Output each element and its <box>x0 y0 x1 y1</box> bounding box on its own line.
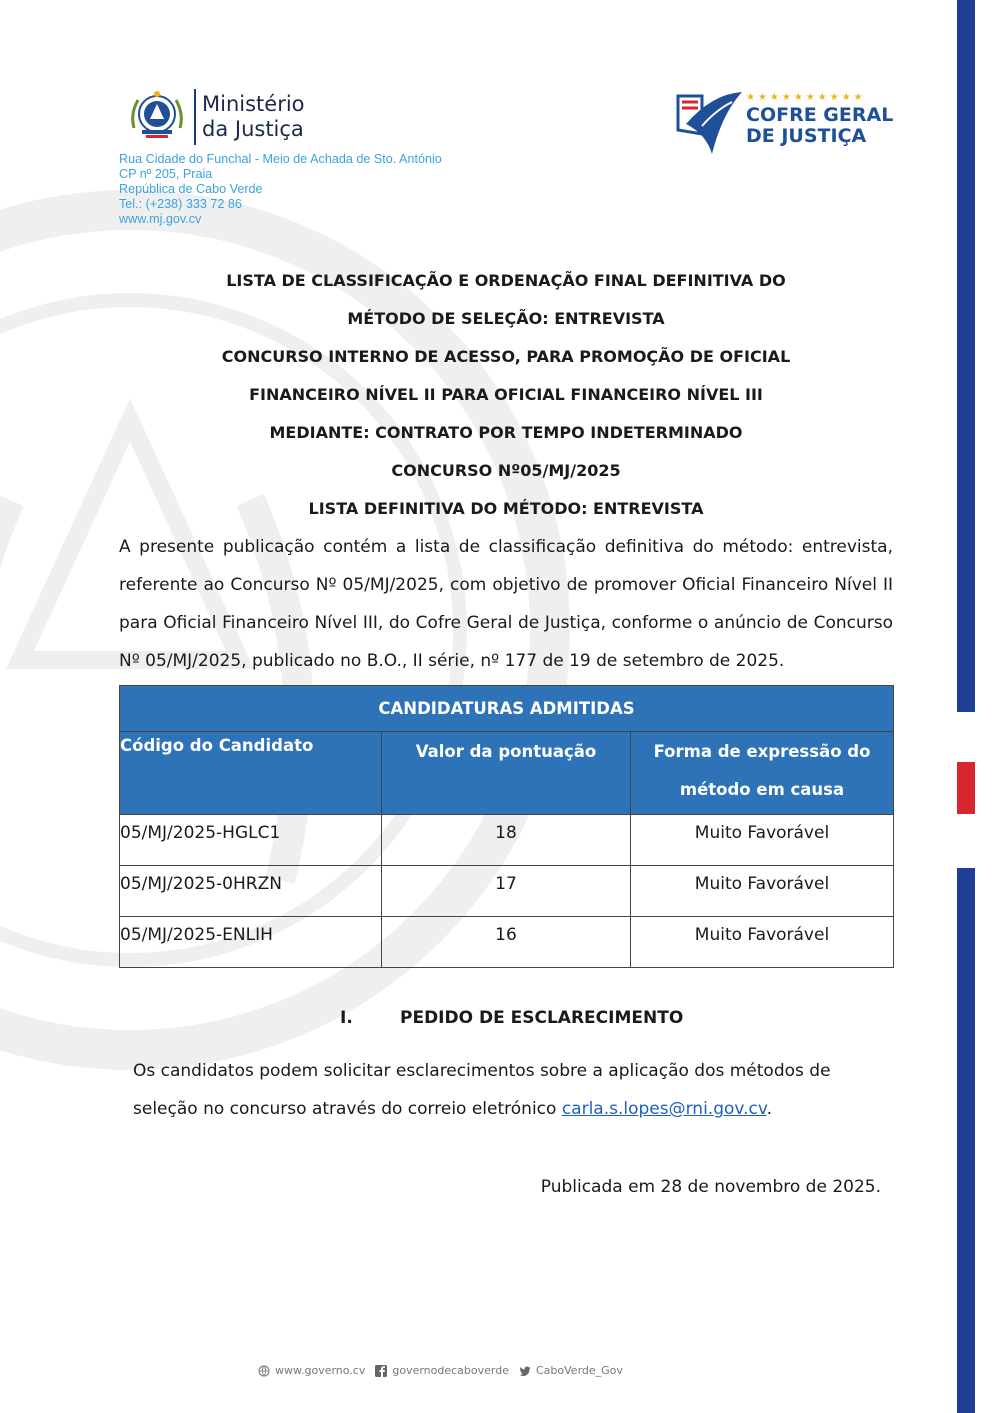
section-title: PEDIDO DE ESCLARECIMENTO <box>400 1008 684 1028</box>
title-line: LISTA DE CLASSIFICAÇÃO E ORDENAÇÃO FINAL DEFINITIVA DO <box>226 271 786 290</box>
candidate-score: 16 <box>382 917 631 968</box>
cabo-verde-seal-icon <box>126 86 188 148</box>
contact-email-link[interactable]: carla.s.lopes@rni.gov.cv <box>561 1099 767 1119</box>
candidate-score: 18 <box>382 815 631 866</box>
clarification-text: Os candidatos podem solicitar esclarecimentos sobre a aplicação dos métodos de seleção no concurso através do correio eletrónico <box>133 1061 831 1119</box>
title-line: MEDIANTE: CONTRATO POR TEMPO INDETERMINADO <box>269 423 743 442</box>
address-line: CP nº 205, Praia <box>119 167 213 181</box>
candidate-code: 05/MJ/2025-HGLC1 <box>120 815 382 866</box>
ministry-name-line2: da Justiça <box>202 117 304 141</box>
cofre-geral-stars: ★★★★★★★★★★ <box>746 92 866 103</box>
twitter-icon <box>519 1365 531 1377</box>
globe-icon <box>258 1365 270 1377</box>
candidate-expression: Muito Favorável <box>631 866 894 917</box>
candidate-expression: Muito Favorável <box>631 917 894 968</box>
table-row <box>120 917 894 968</box>
column-header-score: Valor da pontuação <box>382 732 631 815</box>
footer-website[interactable]: www.governo.cv <box>275 1364 366 1377</box>
title-line: FINANCEIRO NÍVEL II PARA OFICIAL FINANCEIRO NÍVEL III <box>249 385 763 404</box>
intro-paragraph: A presente publicação contém a lista de classificação definitiva do método: entrevista, referente ao Concurso Nº 05/MJ/2025, com objetivo de promover Oficial Financeiro Nível II para Oficial Financeiro Nível III, do Cofre Geral de Justiça, conforme o anúncio de Concurso Nº 05/MJ/2025, publicado no B.O., II série, nº 177 de 19 de setembro de 2025. <box>119 537 893 671</box>
ministry-address <box>119 152 442 227</box>
candidates-table <box>119 685 894 968</box>
section-number: I. <box>340 1008 353 1028</box>
column-header-expression: Forma de expressão do método em causa <box>631 732 894 815</box>
clarification-text-end: . <box>766 1099 773 1119</box>
section-heading <box>340 1008 683 1028</box>
table-heading: CANDIDATURAS ADMITIDAS <box>120 686 894 732</box>
ministry-name-line1: Ministério <box>202 92 305 116</box>
footer <box>258 1364 633 1377</box>
candidate-code: 05/MJ/2025-ENLIH <box>120 917 382 968</box>
logo-divider <box>194 89 196 145</box>
column-header-code: Código do Candidato <box>120 732 382 815</box>
cofre-geral-name-line2: DE JUSTIÇA <box>746 125 867 147</box>
address-line: República de Cabo Verde <box>119 182 263 196</box>
ministry-logo <box>126 86 305 148</box>
title-line: MÉTODO DE SELEÇÃO: ENTREVISTA <box>347 309 665 328</box>
cofre-geral-name-line1: COFRE GERAL <box>746 104 894 126</box>
candidate-score: 17 <box>382 866 631 917</box>
footer-facebook[interactable]: governodecaboverde <box>392 1364 509 1377</box>
table-row <box>120 866 894 917</box>
document-title <box>119 264 893 530</box>
right-accent-bar-red <box>957 762 975 814</box>
candidate-expression: Muito Favorável <box>631 815 894 866</box>
address-website: www.mj.gov.cv <box>119 212 202 226</box>
address-line: Rua Cidade do Funchal - Meio de Achada de Sto. António <box>119 152 442 166</box>
cofre-geral-logo <box>672 84 893 156</box>
candidate-code: 05/MJ/2025-0HRZN <box>120 866 382 917</box>
cofre-geral-emblem-icon <box>672 84 744 156</box>
title-line: LISTA DEFINITIVA DO MÉTODO: ENTREVISTA <box>308 499 704 518</box>
facebook-icon <box>375 1365 387 1377</box>
clarification-paragraph <box>133 1052 893 1128</box>
title-line: CONCURSO INTERNO DE ACESSO, PARA PROMOÇÃO DE OFICIAL <box>221 347 791 366</box>
footer-twitter[interactable]: CaboVerde_Gov <box>536 1364 623 1377</box>
table-row <box>120 815 894 866</box>
right-accent-bar-top <box>957 0 975 712</box>
publication-date: Publicada em 28 de novembro de 2025. <box>540 1177 881 1197</box>
title-line: CONCURSO Nº05/MJ/2025 <box>391 461 621 480</box>
right-accent-bar-bottom <box>957 868 975 1413</box>
address-phone: Tel.: (+238) 333 72 86 <box>119 197 242 211</box>
